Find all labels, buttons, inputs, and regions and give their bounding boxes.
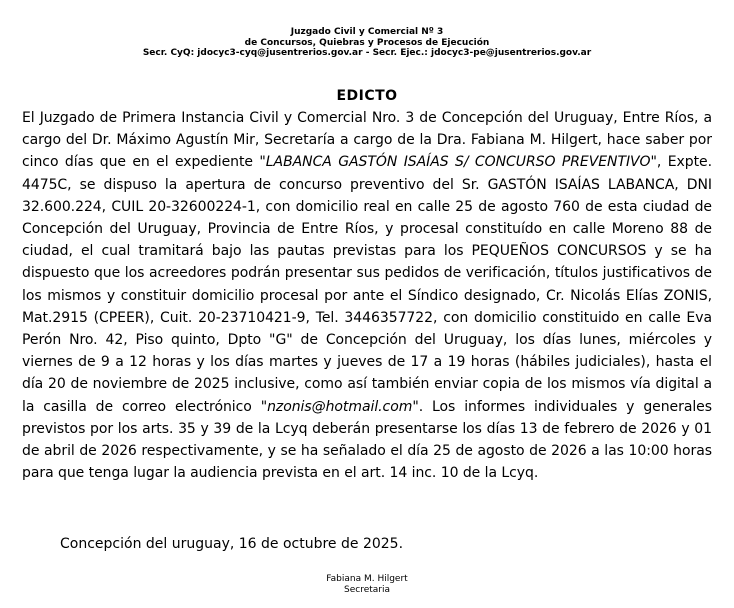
court-header	[0, 27, 734, 59]
date-line: Concepción del uruguay, 16 de octubre de 2025.	[60, 536, 404, 552]
court-division: de Concursos, Quiebras y Procesos de Ejecución	[244, 37, 490, 48]
signature-block	[0, 574, 734, 596]
document-title: EDICTO	[336, 88, 398, 104]
signature-role: Secretaria	[344, 585, 390, 595]
body-intro: El Juzgado de Primera Instancia Civil y Comercial Nro. 3 de Concepción del Uruguay, Entre Ríos, a cargo del Dr. Máximo Agustín Mir, Secretaría a cargo de la Dra. Fabiana M. Hilgert, hace saber por cinco días que en el expediente	[22, 110, 712, 171]
email-address: "nzonis@hotmail.com	[260, 398, 413, 415]
case-title: "LABANCA GASTÓN ISAÍAS S/ CONCURSO PREVENTIVO"	[259, 154, 657, 171]
body-main: , Expte. 4475C, se dispuso la apertura de concurso preventivo del Sr. GASTÓN ISAÍAS LABANCA, DNI 32.600.224, CUIL 20-32600224-1, con domicilio real en calle 25 de agosto 760 de esta ciudad de Concepción del Uruguay, Provincia de Entre Ríos, y procesal constituído en calle Moreno 88 de ciudad, el cual tramitará bajo las pautas previstas para los PEQUEÑOS CONCURSOS y se ha dispuesto que los acreedores podrán presentar sus pedidos de verificación, títulos justificativos de los mismos y constituir domicilio procesal por ante el Síndico designado, Cr. Nicolás Elías ZONIS, Mat.2915 (CPEER), Cuit. 20-23710421-9, Tel. 3446357722, con domicilio constituido en calle Eva Perón Nro. 42, Piso quinto, Dpto "G" de Concepción del Uruguay, los días lunes, miércoles y viernes de 9 a 12 horas y los días martes y jueves de 17 a 19 horas (hábiles judiciales), hasta el día 20 de noviembre de 2025 inclusive, como así también enviar copia de los mismos vía digital a la casilla de correo electrónico	[22, 154, 712, 415]
body-closing-text: ". Los informes individuales y generales previstos por los arts. 35 y 39 de la Lcyq deberán presentarse los días 13 de febrero de 2026 y 01 de abril de 2026 respectivamente, y se ha señalado el día 25 de agosto de 2026 a las 10:00 horas para que tenga lugar la audiencia prevista en el art. 14 inc. 10 de la Lcyq.	[22, 398, 712, 482]
signature-name: Fabiana M. Hilgert	[326, 574, 408, 584]
court-contacts: Secr. CyQ: jdocyc3-cyq@jusentrerios.gov.ar - Secr. Ejec.: jdocyc3-pe@jusentrerios.gov.ar	[142, 48, 592, 58]
court-name: Juzgado Civil y Comercial Nº 3	[290, 27, 444, 37]
edict-body	[22, 107, 712, 484]
